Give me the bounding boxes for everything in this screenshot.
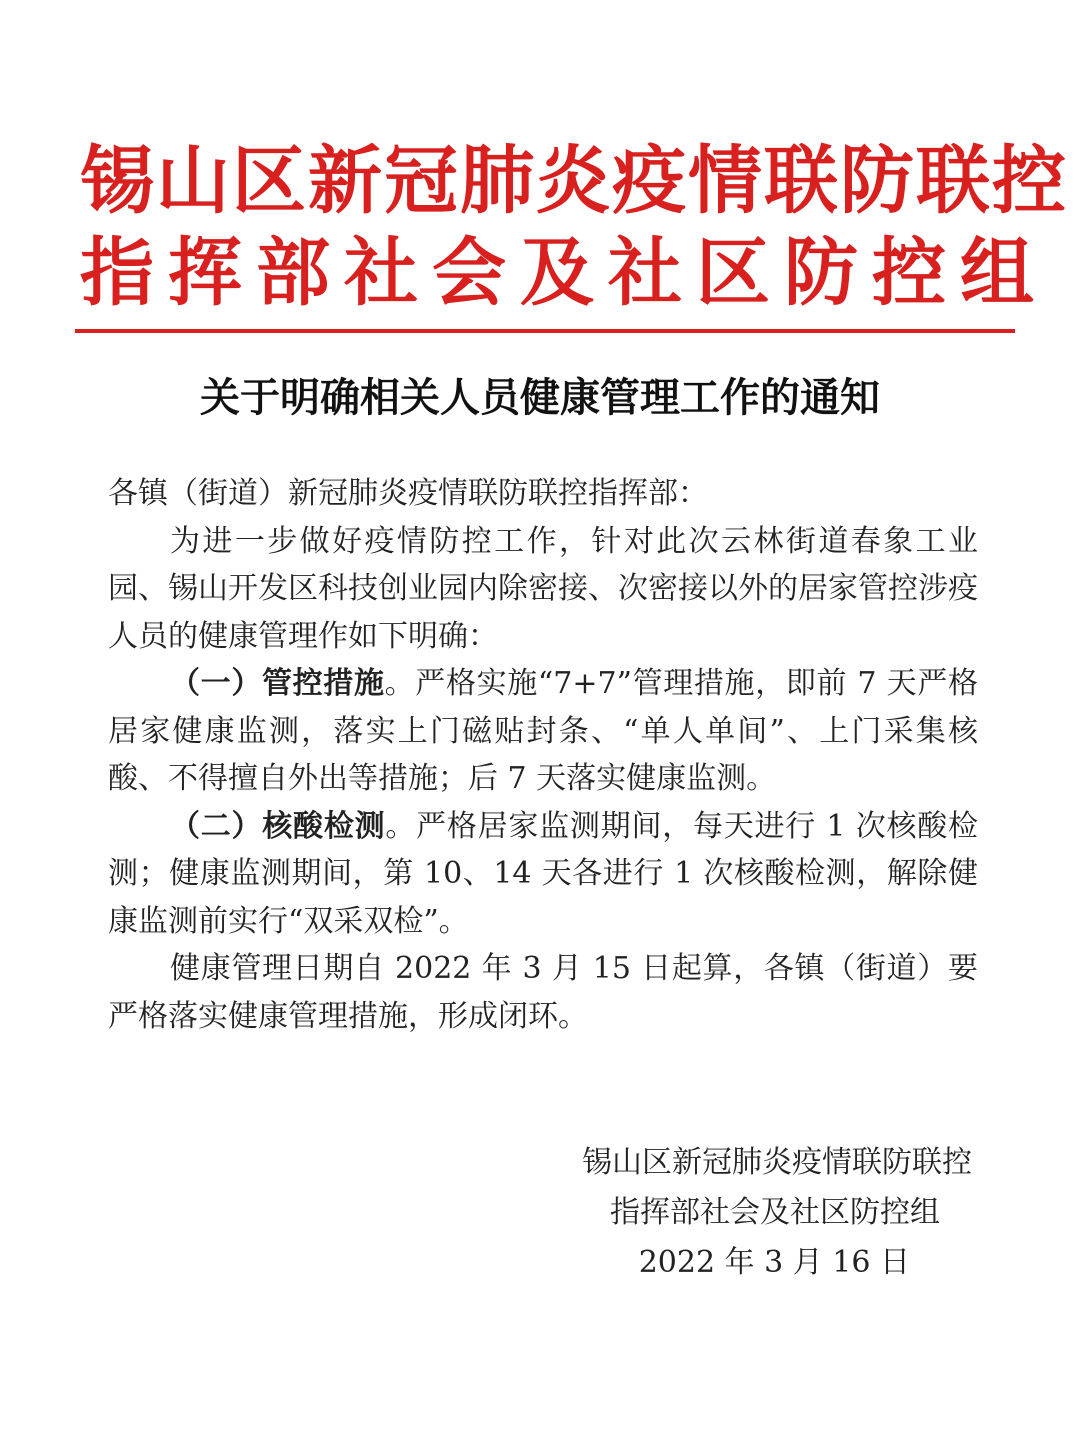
section-1-paragraph (108, 660, 978, 803)
document-body (108, 470, 978, 1040)
closing-paragraph: 健康管理日期自 2022 年 3 月 15 日起算，各镇（街道）要严格落实健康管理措施，形成闭环。 (108, 951, 978, 1034)
red-divider (75, 329, 1015, 333)
header-line-2: 指挥部社会及社区防控组 (80, 230, 1048, 316)
salutation: 各镇（街道）新冠肺炎疫情联防联控指挥部： (108, 476, 708, 511)
signature-block (552, 1138, 972, 1288)
intro-paragraph: 为进一步做好疫情防控工作，针对此次云林街道春象工业园、锡山开发区科技创业园内除密接、次密接以外的居家管控涉疫人员的健康管理作如下明确： (108, 523, 978, 654)
header-line-1: 锡山区新冠肺炎疫情联防联控 (80, 138, 1068, 224)
section-2-heading: （二）核酸检测 (170, 808, 386, 844)
red-header (80, 135, 1068, 319)
section-1-text: 。严格实施“7+7”管理措施，即前 7 天严格居家健康监测，落实上门磁贴封条、“单人单间”、上门采集核酸、不得擅自外出等措施；后 7 天落实健康监测。 (108, 666, 978, 796)
section-2-paragraph (108, 803, 978, 946)
signature-org-line-1: 锡山区新冠肺炎疫情联防联控 (582, 1145, 972, 1180)
document-title: 关于明确相关人员健康管理工作的通知 (200, 374, 880, 421)
section-1-heading: （一）管控措施 (170, 666, 385, 701)
section-2-text: 。严格居家监测期间，每天进行 1 次核酸检测；健康监测期间，第 10、14 天各进行 1 次核酸检测，解除健康监测前实行“双采双检”。 (108, 808, 978, 939)
signature-date: 2022 年 3 月 16 日 (638, 1245, 910, 1280)
signature-org-line-2: 指挥部社会及社区防控组 (610, 1195, 940, 1230)
